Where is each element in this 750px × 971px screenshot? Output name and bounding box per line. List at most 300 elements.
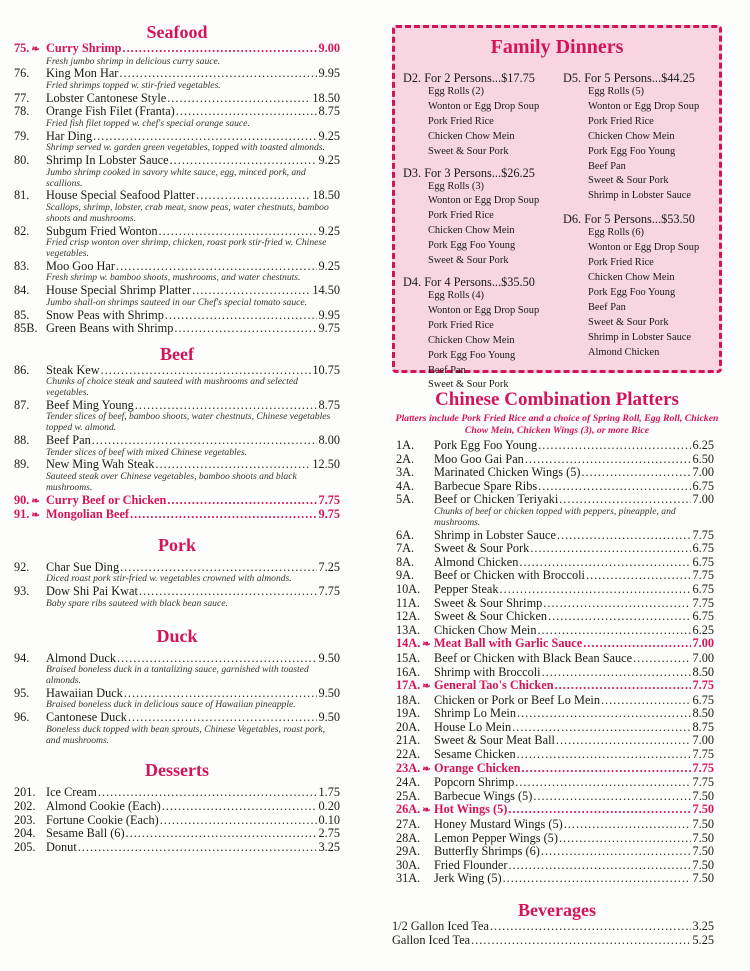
chili-pepper-icon: ❧ bbox=[422, 763, 431, 775]
item-number: 5A. bbox=[396, 492, 415, 507]
item-number: 26A. ❧ bbox=[396, 802, 431, 817]
menu-item bbox=[396, 493, 714, 507]
item-price: 7.75 bbox=[692, 760, 714, 775]
item-name: Sesame Chicken bbox=[434, 747, 516, 762]
dot-leader bbox=[538, 439, 691, 453]
item-price: 7.75 bbox=[692, 568, 714, 583]
item-description: Shrimp served w. garden green vegetables, topped with toasted almonds. bbox=[46, 142, 325, 154]
family-right-column bbox=[563, 71, 713, 360]
item-name: Barbecue Spare Ribs bbox=[434, 478, 538, 493]
item-number: 78. bbox=[14, 104, 30, 119]
menu-item bbox=[14, 711, 340, 725]
menu-item bbox=[14, 652, 340, 666]
item-price: 6.75 bbox=[692, 541, 714, 556]
menu-item bbox=[396, 818, 714, 832]
dinner-item: Egg Rolls (3) bbox=[428, 180, 484, 192]
item-price: 7.00 bbox=[692, 650, 714, 665]
item-name: Orange Fish Filet (Franta) bbox=[46, 104, 175, 119]
dinner-item: Egg Rolls (4) bbox=[428, 289, 484, 301]
item-name: Sweet & Sour Chicken bbox=[434, 609, 548, 624]
item-number: 87. bbox=[14, 397, 30, 412]
item-price: 7.00 bbox=[692, 636, 714, 651]
dot-leader bbox=[555, 679, 692, 693]
menu-item bbox=[396, 583, 714, 597]
item-price: 7.75 bbox=[692, 527, 714, 542]
item-price: 9.25 bbox=[318, 223, 340, 238]
family-dinner bbox=[403, 71, 553, 160]
dot-leader bbox=[508, 803, 691, 817]
menu-item bbox=[14, 260, 340, 274]
item-name: Meat Ball with Garlic Sauce bbox=[434, 636, 583, 651]
dot-leader bbox=[196, 189, 311, 203]
dinner-code: D6. bbox=[563, 212, 582, 227]
item-name: Pepper Steak bbox=[434, 581, 499, 596]
item-description: Fresh jumbo shrimp in delicious curry sauce. bbox=[46, 55, 221, 67]
item-number: 202. bbox=[14, 798, 36, 813]
menu-item bbox=[396, 624, 714, 638]
item-price: 7.75 bbox=[318, 492, 340, 507]
menu-item bbox=[396, 666, 714, 680]
item-number: 88. bbox=[14, 433, 30, 448]
item-price: 7.00 bbox=[692, 733, 714, 748]
item-number: 30A. bbox=[396, 857, 421, 872]
item-number: 1A. bbox=[396, 438, 415, 452]
dot-leader bbox=[519, 556, 691, 570]
item-name: Chicken Chow Mein bbox=[434, 622, 537, 637]
dot-leader bbox=[155, 458, 311, 472]
item-price: 7.50 bbox=[692, 788, 714, 803]
item-price: 6.25 bbox=[692, 622, 714, 637]
item-name: Jerk Wing (5) bbox=[434, 871, 502, 886]
item-name: Moo Goo Gai Pan bbox=[434, 451, 524, 466]
item-price: 9.95 bbox=[318, 66, 340, 81]
family-left-column bbox=[403, 71, 553, 393]
dot-leader bbox=[503, 872, 692, 886]
item-name: Shrimp In Lobster Sauce bbox=[46, 153, 169, 168]
item-name: New Ming Wah Steak bbox=[46, 457, 155, 472]
item-name: Shrimp Lo Mein bbox=[434, 706, 516, 721]
item-name: Beef or Chicken with Black Bean Sauce bbox=[434, 650, 633, 665]
menu-item bbox=[14, 364, 340, 378]
dinner-label: For 2 Persons... bbox=[424, 71, 502, 85]
item-price: 6.75 bbox=[692, 554, 714, 569]
menu-item bbox=[396, 480, 714, 494]
combo-note: Platters include Pork Fried Rice and a choice of Spring Roll, Egg Roll, Chicken Chow Mein, Chicken Wings (3), or more Rice bbox=[395, 413, 719, 436]
dot-leader bbox=[559, 493, 691, 507]
item-name: Popcorn Shrimp bbox=[434, 775, 515, 790]
item-name: Har Ding bbox=[46, 128, 93, 143]
item-price: 7.00 bbox=[692, 492, 714, 507]
item-name: Dow Shi Pai Kwat bbox=[46, 584, 138, 599]
item-number: 76. bbox=[14, 66, 30, 81]
dot-leader bbox=[512, 721, 691, 735]
dot-leader bbox=[192, 284, 311, 298]
menu-item bbox=[14, 800, 340, 814]
menu-item bbox=[14, 130, 340, 144]
item-price: 3.25 bbox=[318, 839, 340, 854]
dot-leader bbox=[135, 399, 318, 413]
item-name: Almond Duck bbox=[46, 650, 117, 665]
item-description: Boneless duck topped with bean sprouts, Chinese Vegetables, roast pork, and mushrooms. bbox=[46, 723, 326, 746]
item-name: General Tao's Chicken bbox=[434, 678, 554, 693]
item-number: 84. bbox=[14, 283, 30, 298]
menu-item bbox=[396, 453, 714, 467]
item-description: Chunks of choice steak and sauteed with mushrooms and selected vegetables. bbox=[46, 376, 298, 399]
dot-leader bbox=[167, 494, 317, 508]
dot-leader bbox=[508, 859, 691, 873]
item-price: 18.50 bbox=[312, 90, 340, 105]
item-name: Fortune Cookie (Each) bbox=[46, 812, 159, 827]
item-price: 3.25 bbox=[692, 919, 714, 933]
dinner-code: D3. bbox=[403, 165, 422, 180]
item-number: 83. bbox=[14, 258, 30, 273]
dot-leader bbox=[530, 542, 691, 556]
menu-item bbox=[396, 859, 714, 873]
item-name: Sweet & Sour Shrimp bbox=[434, 595, 543, 610]
item-number: 96. bbox=[14, 710, 30, 725]
dot-leader bbox=[170, 154, 318, 168]
dinner-price: $35.50 bbox=[501, 274, 535, 289]
menu-item bbox=[396, 762, 714, 777]
item-number: 9A. bbox=[396, 568, 415, 583]
family-dinner bbox=[563, 212, 713, 360]
dot-leader bbox=[160, 814, 318, 828]
item-price: 7.75 bbox=[692, 747, 714, 762]
item-description: Jumbo shall-on shrimps sauteed in our Chef's special tomato sauce. bbox=[46, 296, 308, 308]
item-price: 18.50 bbox=[312, 188, 340, 203]
item-number: 85. bbox=[14, 307, 30, 322]
dinner-price: $17.75 bbox=[501, 71, 535, 85]
menu-item bbox=[14, 189, 340, 203]
item-price: 9.25 bbox=[318, 258, 340, 273]
dot-leader bbox=[542, 666, 692, 680]
item-name: Sesame Ball (6) bbox=[46, 826, 125, 841]
item-name: Subgum Fried Wonton bbox=[46, 223, 158, 238]
dinner-item: Pork Fried Rice bbox=[428, 319, 494, 331]
item-number: 89. bbox=[14, 457, 30, 472]
dot-leader bbox=[139, 585, 318, 599]
item-number: 79. bbox=[14, 128, 30, 143]
item-description: Baby spare ribs sauteed with black bean sauce. bbox=[46, 597, 228, 609]
combo-list bbox=[396, 439, 714, 886]
item-number: 22A. bbox=[396, 747, 421, 762]
item-name: Cantonese Duck bbox=[46, 710, 127, 725]
dot-leader bbox=[123, 42, 318, 56]
chili-pepper-icon: ❧ bbox=[31, 510, 40, 522]
item-description: Scallops, shrimp, lobster, crab meat, snow peas, water chestnuts, bamboo shoots and mushrooms. bbox=[46, 201, 329, 224]
item-number: 85B. bbox=[14, 321, 38, 336]
dinner-item: Beef Pan bbox=[428, 364, 466, 376]
dinner-label: For 3 Persons... bbox=[424, 165, 502, 180]
item-price: 7.75 bbox=[318, 584, 340, 599]
dot-leader bbox=[521, 762, 691, 776]
item-name: Honey Mustard Wings (5) bbox=[434, 817, 563, 832]
dot-leader bbox=[167, 92, 311, 106]
beef-list bbox=[14, 364, 340, 523]
item-name: Curry Beef or Chicken bbox=[46, 492, 167, 507]
duck-list bbox=[14, 652, 340, 747]
item-number: 3A. bbox=[396, 465, 415, 480]
pork-list bbox=[14, 561, 340, 610]
dinner-item: Pork Fried Rice bbox=[588, 257, 654, 269]
item-price: 1.75 bbox=[318, 785, 340, 800]
beef-title: Beef bbox=[160, 343, 194, 364]
item-description: Tender slices of beef with mixed Chinese vegetables. bbox=[46, 446, 248, 458]
dinner-price: $53.50 bbox=[661, 212, 695, 227]
dinner-price: $44.25 bbox=[661, 71, 695, 85]
item-number: 20A. bbox=[396, 719, 421, 734]
menu-item bbox=[14, 786, 340, 800]
item-name: House Special Seafood Platter bbox=[46, 188, 196, 203]
dot-leader bbox=[98, 786, 318, 800]
menu-item bbox=[14, 841, 340, 855]
menu-item bbox=[396, 610, 714, 624]
family-dinner bbox=[403, 166, 553, 269]
item-price: 9.75 bbox=[318, 321, 340, 336]
menu-item bbox=[396, 721, 714, 735]
item-name: Mongolian Beef bbox=[46, 507, 129, 522]
item-price: 0.10 bbox=[318, 812, 340, 827]
dot-leader bbox=[116, 260, 317, 274]
item-number: 27A. bbox=[396, 817, 421, 832]
item-name: Beef or Chicken Teriyaki bbox=[434, 492, 559, 507]
dinner-item: Wonton or Egg Drop Soup bbox=[588, 100, 700, 112]
item-name: House Special Shrimp Platter bbox=[46, 283, 192, 298]
item-price: 6.75 bbox=[692, 478, 714, 493]
item-description: Tender slices of beef, bamboo shoots, water chestnuts, Chinese vegetables topped w. almond. bbox=[46, 411, 331, 434]
dinner-item: Shrimp in Lobster Sauce bbox=[588, 190, 692, 202]
item-number: 21A. bbox=[396, 733, 421, 748]
item-price: 14.50 bbox=[312, 283, 340, 298]
dot-leader bbox=[633, 652, 691, 666]
item-name: Gallon Iced Tea bbox=[392, 932, 471, 947]
menu-item bbox=[396, 439, 714, 453]
item-number: 201. bbox=[14, 785, 36, 800]
dinner-label: For 5 Persons... bbox=[584, 71, 662, 85]
item-price: 6.75 bbox=[692, 609, 714, 624]
chili-pepper-icon: ❧ bbox=[31, 495, 40, 507]
item-price: 2.75 bbox=[318, 826, 340, 841]
menu-item bbox=[14, 494, 340, 509]
dot-leader bbox=[92, 434, 318, 448]
item-name: 1/2 Gallon Iced Tea bbox=[392, 919, 489, 933]
menu-item bbox=[392, 920, 714, 934]
item-price: 8.00 bbox=[318, 433, 340, 448]
menu-item bbox=[14, 322, 340, 336]
dot-leader bbox=[533, 790, 691, 804]
dot-leader bbox=[490, 920, 692, 934]
menu-item bbox=[396, 832, 714, 846]
beverages-list bbox=[392, 920, 714, 947]
dot-leader bbox=[176, 105, 318, 119]
dot-leader bbox=[601, 694, 691, 708]
dinner-item: Sweet & Sour Pork bbox=[428, 255, 509, 267]
dinner-item: Pork Egg Foo Young bbox=[428, 240, 516, 252]
dot-leader bbox=[162, 800, 318, 814]
dinner-label: For 4 Persons... bbox=[424, 274, 502, 289]
item-price: 7.00 bbox=[692, 465, 714, 480]
dinner-item: Shrimp in Lobster Sauce bbox=[588, 331, 692, 343]
beverages-title: Beverages bbox=[518, 900, 596, 920]
dinner-item: Wonton or Egg Drop Soup bbox=[428, 100, 540, 112]
item-description: Diced roast pork stir-fried w. vegetables crowned with almonds. bbox=[46, 573, 292, 585]
dot-leader bbox=[101, 364, 312, 378]
left-column bbox=[14, 22, 340, 854]
item-price: 8.75 bbox=[318, 104, 340, 119]
item-name: King Mon Har bbox=[46, 66, 119, 81]
item-name: Sweet & Sour Pork bbox=[434, 541, 530, 556]
item-number: 28A. bbox=[396, 830, 421, 845]
menu-item bbox=[396, 637, 714, 652]
item-description: Jumbo shrimp cooked in savory white sauce, egg, minced pork, and scallions. bbox=[46, 166, 306, 189]
item-number: 91. ❧ bbox=[14, 507, 40, 522]
item-price: 0.20 bbox=[318, 798, 340, 813]
item-number: 15A. bbox=[396, 650, 421, 665]
item-number: 205. bbox=[14, 839, 36, 854]
item-price: 7.25 bbox=[318, 559, 340, 574]
menu-item bbox=[396, 597, 714, 611]
dinner-item: Sweet & Sour Pork bbox=[588, 316, 669, 328]
item-number: 90. ❧ bbox=[14, 492, 40, 507]
family-dinner-heading bbox=[403, 275, 553, 289]
dinner-price: $26.25 bbox=[501, 165, 535, 180]
item-price: 6.75 bbox=[692, 692, 714, 707]
item-price: 8.75 bbox=[692, 719, 714, 734]
item-price: 9.25 bbox=[318, 128, 340, 143]
item-number: 94. bbox=[14, 650, 30, 665]
dinner-item: Pork Egg Foo Young bbox=[428, 349, 516, 361]
menu-item bbox=[396, 556, 714, 570]
chili-pepper-icon: ❧ bbox=[422, 805, 431, 817]
dot-leader bbox=[564, 818, 692, 832]
menu-item bbox=[14, 105, 340, 119]
dot-leader bbox=[130, 508, 317, 522]
dinner-item: Chicken Chow Mein bbox=[428, 130, 515, 142]
item-name: Lemon Pepper Wings (5) bbox=[434, 830, 558, 845]
item-number: 8A. bbox=[396, 554, 415, 569]
menu-item bbox=[14, 508, 340, 523]
item-number: 77. bbox=[14, 90, 30, 105]
menu-item bbox=[396, 529, 714, 543]
dinner-label: For 5 Persons... bbox=[584, 212, 662, 227]
family-dinner-heading bbox=[403, 166, 553, 180]
dot-leader bbox=[471, 934, 691, 948]
item-price: 9.95 bbox=[318, 307, 340, 322]
item-number: 31A. bbox=[396, 871, 421, 886]
menu-item bbox=[396, 466, 714, 480]
desserts-title: Desserts bbox=[145, 760, 209, 781]
item-price: 7.50 bbox=[692, 817, 714, 832]
menu-item bbox=[396, 694, 714, 708]
desserts-list bbox=[14, 786, 340, 854]
item-number: 16A. bbox=[396, 664, 421, 679]
menu-item bbox=[396, 872, 714, 886]
item-name: Snow Peas with Shrimp bbox=[46, 307, 164, 322]
item-price: 9.50 bbox=[318, 650, 340, 665]
dinner-item: Sweet & Sour Pork bbox=[588, 175, 669, 187]
menu-item bbox=[14, 585, 340, 599]
item-description: Chunks of beef or chicken topped with peppers, pineapple, and mushrooms. bbox=[434, 505, 676, 528]
menu-item bbox=[14, 458, 340, 472]
item-number: 203. bbox=[14, 812, 36, 827]
item-price: 9.50 bbox=[318, 710, 340, 725]
dinner-item: Sweet & Sour Pork bbox=[428, 145, 509, 157]
menu-item bbox=[14, 154, 340, 168]
item-name: Beef Pan bbox=[46, 433, 91, 448]
chili-pepper-icon: ❧ bbox=[422, 681, 431, 693]
item-price: 8.50 bbox=[692, 706, 714, 721]
item-price: 6.75 bbox=[692, 581, 714, 596]
item-name: Barbecue Wings (5) bbox=[434, 788, 533, 803]
dot-leader bbox=[117, 652, 317, 666]
dinner-item: Pork Fried Rice bbox=[588, 115, 654, 127]
menu-item bbox=[396, 542, 714, 556]
item-number: 93. bbox=[14, 584, 30, 599]
item-name: Sweet & Sour Meat Ball bbox=[434, 733, 555, 748]
menu-item bbox=[396, 776, 714, 790]
item-name: Fried Flounder bbox=[434, 857, 508, 872]
item-name: Lobster Cantonese Style bbox=[46, 90, 167, 105]
item-number: 24A. bbox=[396, 775, 421, 790]
dot-leader bbox=[557, 529, 692, 543]
menu-item bbox=[14, 67, 340, 81]
item-number: 25A. bbox=[396, 788, 421, 803]
item-number: 80. bbox=[14, 153, 30, 168]
menu-item bbox=[14, 225, 340, 239]
menu-item bbox=[396, 845, 714, 859]
dinner-item: Pork Egg Foo Young bbox=[588, 286, 676, 298]
item-name: Butterfly Shrimps (6) bbox=[434, 844, 540, 859]
item-number: 6A. bbox=[396, 527, 415, 542]
dinner-item: Sweet & Sour Pork bbox=[428, 379, 509, 391]
item-name: Shrimp in Lobster Sauce bbox=[434, 527, 556, 542]
dot-leader bbox=[543, 597, 691, 611]
item-price: 6.25 bbox=[692, 438, 714, 452]
menu-item bbox=[14, 561, 340, 575]
item-price: 6.50 bbox=[692, 451, 714, 466]
chili-pepper-icon: ❧ bbox=[422, 639, 431, 651]
dot-leader bbox=[525, 453, 692, 467]
item-price: 9.75 bbox=[318, 507, 340, 522]
dinner-item: Chicken Chow Mein bbox=[588, 271, 675, 283]
dot-leader bbox=[556, 734, 692, 748]
item-number: 4A. bbox=[396, 478, 415, 493]
dot-leader bbox=[124, 687, 318, 701]
item-number: 2A. bbox=[396, 451, 415, 466]
dot-leader bbox=[517, 748, 692, 762]
dot-leader bbox=[159, 225, 318, 239]
menu-item bbox=[396, 679, 714, 694]
dinner-item: Chicken Chow Mein bbox=[588, 130, 675, 142]
dinner-item: Wonton or Egg Drop Soup bbox=[588, 242, 700, 254]
item-number: 95. bbox=[14, 685, 30, 700]
chili-pepper-icon: ❧ bbox=[31, 44, 40, 55]
dinner-code: D4. bbox=[403, 274, 422, 289]
item-name: Char Sue Ding bbox=[46, 559, 120, 574]
item-description: Braised boneless duck in a tantalizing sauce, garnished with toasted almonds. bbox=[46, 664, 309, 686]
dot-leader bbox=[583, 637, 691, 651]
item-number: 29A. bbox=[396, 844, 421, 859]
item-name: Donut bbox=[46, 839, 77, 854]
pork-title: Pork bbox=[158, 534, 196, 555]
family-dinners-title: Family Dinners bbox=[490, 36, 624, 58]
menu-item bbox=[14, 92, 340, 106]
item-description: Fried shrimps topped w. stir-fried vegetables. bbox=[46, 79, 221, 91]
menu-item bbox=[396, 569, 714, 583]
item-number: 17A. ❧ bbox=[396, 678, 431, 693]
item-price: 12.50 bbox=[312, 457, 340, 472]
dinner-item: Chicken Chow Mein bbox=[428, 225, 515, 237]
